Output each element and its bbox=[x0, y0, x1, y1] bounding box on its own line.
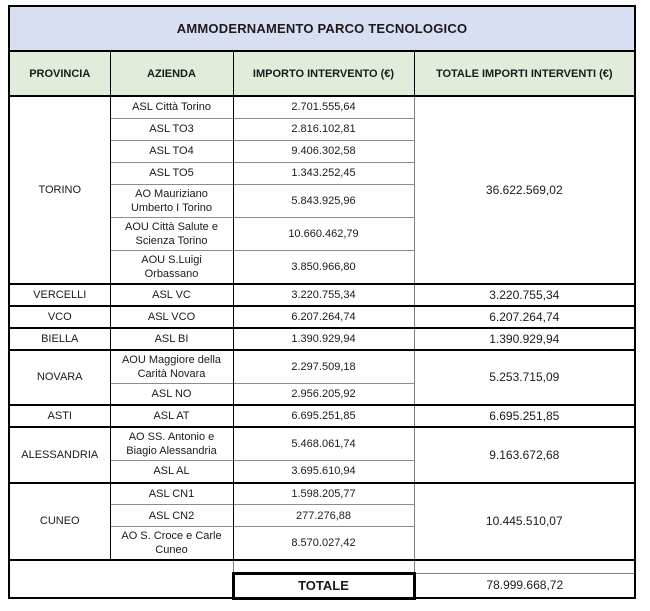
provincia-cell: TORINO bbox=[9, 96, 110, 284]
provincia-cell: BIELLA bbox=[9, 328, 110, 350]
provincia-cell: VERCELLI bbox=[9, 284, 110, 306]
footer-spacer-importo bbox=[233, 560, 414, 573]
totale-cell: 6.207.264,74 bbox=[414, 306, 635, 328]
azienda-cell: AO SS. Antonio e Biagio Alessandria bbox=[110, 427, 233, 461]
importo-cell: 8.570.027,42 bbox=[233, 527, 414, 561]
provincia-cell: ALESSANDRIA bbox=[9, 427, 110, 483]
importo-cell: 3.695.610,94 bbox=[233, 461, 414, 483]
importo-cell: 6.207.264,74 bbox=[233, 306, 414, 328]
table-row bbox=[9, 427, 635, 461]
table-row bbox=[9, 483, 635, 505]
table-title: AMMODERNAMENTO PARCO TECNOLOGICO bbox=[9, 6, 635, 51]
azienda-cell: AOU Maggiore della Carità Novara bbox=[110, 350, 233, 384]
importo-cell: 1.343.252,45 bbox=[233, 162, 414, 184]
provincia-cell: CUNEO bbox=[9, 483, 110, 561]
totale-cell: 5.253.715,09 bbox=[414, 350, 635, 406]
table-body bbox=[9, 96, 635, 560]
azienda-cell: AO S. Croce e Carle Cuneo bbox=[110, 527, 233, 561]
azienda-cell: ASL AT bbox=[110, 405, 233, 427]
column-header-azienda: AZIENDA bbox=[110, 51, 233, 96]
azienda-cell: ASL VCO bbox=[110, 306, 233, 328]
totale-label: TOTALE bbox=[233, 573, 414, 598]
column-header-provincia: PROVINCIA bbox=[9, 51, 110, 96]
totale-cell: 6.695.251,85 bbox=[414, 405, 635, 427]
totale-cell: 10.445.510,07 bbox=[414, 483, 635, 561]
importo-cell: 2.816.102,81 bbox=[233, 118, 414, 140]
column-header-totale: TOTALE IMPORTI INTERVENTI (€) bbox=[414, 51, 635, 96]
importo-cell: 5.843.925,96 bbox=[233, 184, 414, 217]
footer-empty-cell bbox=[9, 560, 233, 598]
table-title-row bbox=[9, 6, 635, 51]
column-header-importo: IMPORTO INTERVENTO (€) bbox=[233, 51, 414, 96]
azienda-cell: ASL AL bbox=[110, 461, 233, 483]
provincia-cell: VCO bbox=[9, 306, 110, 328]
table-row bbox=[9, 405, 635, 427]
table-row bbox=[9, 350, 635, 384]
importo-cell: 5.468.061,74 bbox=[233, 427, 414, 461]
totale-cell: 3.220.755,34 bbox=[414, 284, 635, 306]
funding-table bbox=[8, 5, 636, 600]
azienda-cell: AOU Città Salute e Scienza Torino bbox=[110, 217, 233, 250]
importo-cell: 2.701.555,64 bbox=[233, 96, 414, 118]
importo-cell: 2.297.509,18 bbox=[233, 350, 414, 384]
importo-cell: 10.660.462,79 bbox=[233, 217, 414, 250]
provincia-cell: NOVARA bbox=[9, 350, 110, 406]
importo-cell: 1.598.205,77 bbox=[233, 483, 414, 505]
importo-cell: 1.390.929,94 bbox=[233, 328, 414, 350]
importo-cell: 277.276,88 bbox=[233, 505, 414, 527]
importo-cell: 6.695.251,85 bbox=[233, 405, 414, 427]
azienda-cell: ASL CN2 bbox=[110, 505, 233, 527]
importo-cell: 9.406.302,58 bbox=[233, 140, 414, 162]
importo-cell: 3.850.966,80 bbox=[233, 250, 414, 284]
azienda-cell: ASL CN1 bbox=[110, 483, 233, 505]
totale-cell: 36.622.569,02 bbox=[414, 96, 635, 284]
azienda-cell: ASL NO bbox=[110, 383, 233, 405]
azienda-cell: ASL VC bbox=[110, 284, 233, 306]
table-header-row bbox=[9, 51, 635, 96]
table-row bbox=[9, 96, 635, 118]
footer-spacer-row bbox=[9, 560, 635, 573]
azienda-cell: ASL Città Torino bbox=[110, 96, 233, 118]
azienda-cell: ASL TO4 bbox=[110, 140, 233, 162]
importo-cell: 3.220.755,34 bbox=[233, 284, 414, 306]
azienda-cell: AO Mauriziano Umberto I Torino bbox=[110, 184, 233, 217]
totale-cell: 9.163.672,68 bbox=[414, 427, 635, 483]
table-row bbox=[9, 284, 635, 306]
footer-spacer-totale bbox=[414, 560, 635, 573]
azienda-cell: AOU S.Luigi Orbassano bbox=[110, 250, 233, 284]
azienda-cell: ASL BI bbox=[110, 328, 233, 350]
grand-total-value: 78.999.668,72 bbox=[414, 573, 635, 598]
provincia-cell: ASTI bbox=[9, 405, 110, 427]
importo-cell: 2.956.205,92 bbox=[233, 383, 414, 405]
azienda-cell: ASL TO3 bbox=[110, 118, 233, 140]
totale-cell: 1.390.929,94 bbox=[414, 328, 635, 350]
azienda-cell: ASL TO5 bbox=[110, 162, 233, 184]
table-row bbox=[9, 306, 635, 328]
table-row bbox=[9, 328, 635, 350]
